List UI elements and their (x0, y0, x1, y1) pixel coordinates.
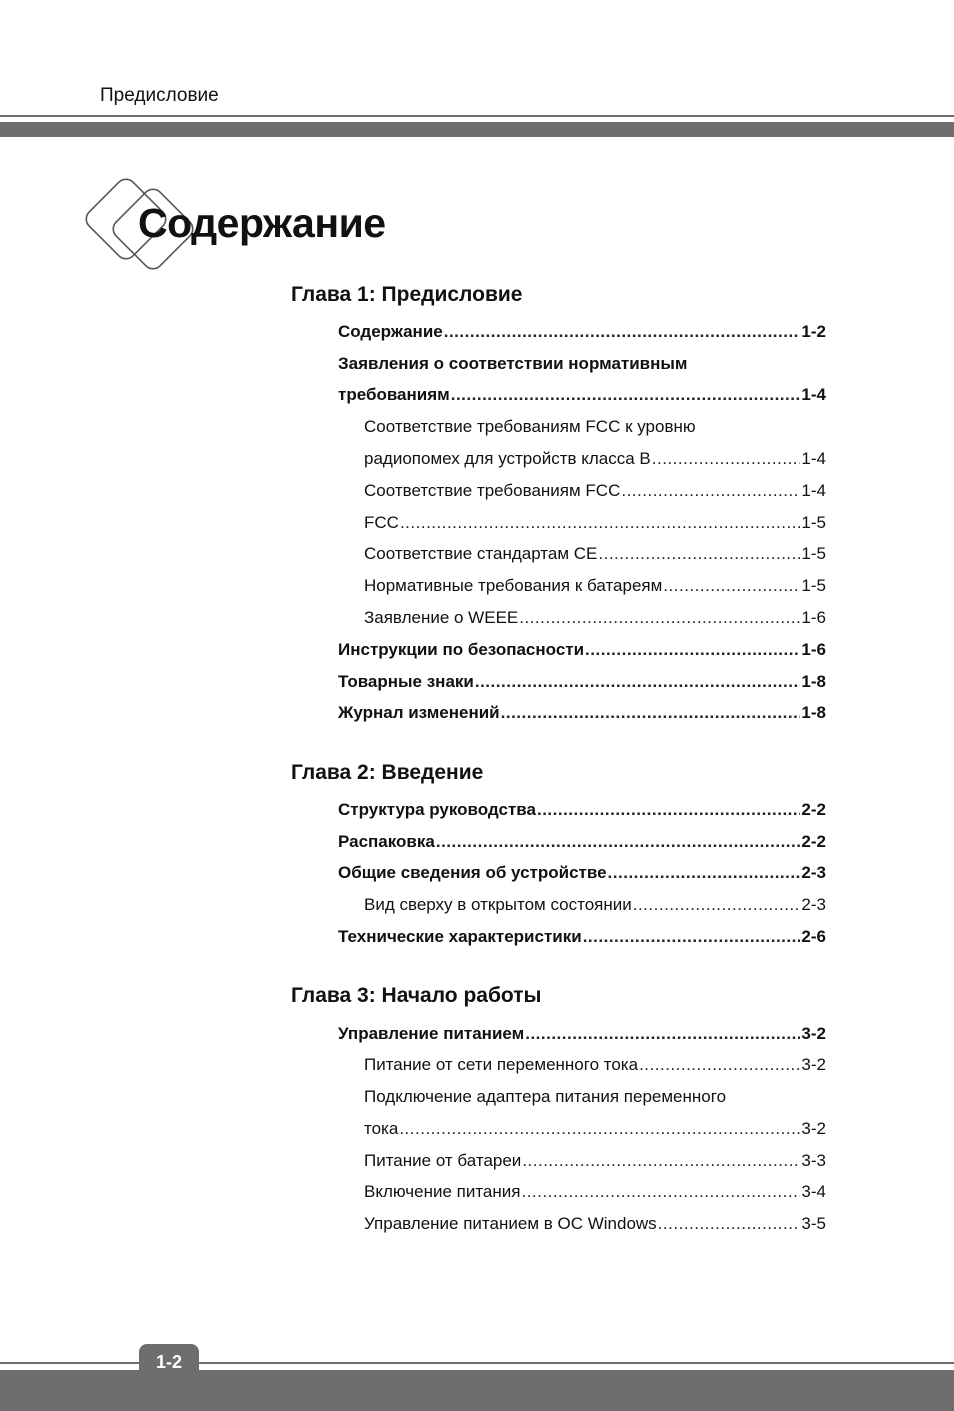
toc-entry-page: 1-6 (801, 608, 826, 627)
toc-entry[interactable] (338, 1023, 826, 1045)
toc-entry[interactable] (364, 448, 826, 470)
toc-entry-page: 1-5 (801, 513, 826, 532)
toc-entry-label: Управление питанием в ОС Windows (364, 1214, 657, 1233)
toc-entry-page: 3-5 (801, 1214, 826, 1233)
toc-entry-label: тока (364, 1119, 399, 1138)
toc-entry-page: 1-4 (801, 449, 826, 468)
toc-entry-page: 2-3 (801, 863, 826, 882)
toc-entry-label: Содержание (338, 322, 443, 341)
toc-entry-page: 1-5 (801, 544, 826, 563)
header-rule-thin (0, 115, 954, 117)
toc-entry-label: FCC (364, 513, 399, 532)
toc-entry[interactable] (364, 480, 826, 502)
toc-entry-label: Питание от батареи (364, 1151, 522, 1170)
toc-entry-page: 2-2 (801, 832, 826, 851)
toc-entry[interactable] (338, 671, 826, 693)
toc-entry-label: Товарные знаки (338, 672, 474, 691)
toc-entry[interactable] (338, 639, 826, 661)
toc-entry[interactable] (364, 1181, 826, 1203)
toc-entry[interactable] (364, 1150, 826, 1172)
toc-entry-label-line1[interactable]: Соответствие требованиям FCC к уровню (364, 417, 696, 436)
toc-entry-page: 1-5 (801, 576, 826, 595)
toc-entry[interactable] (364, 1213, 826, 1235)
toc-entry-label: радиопомех для устройств класса B (364, 449, 651, 468)
toc-entry[interactable] (364, 575, 826, 597)
toc-entry-page: 3-2 (801, 1055, 826, 1074)
toc-entry[interactable] (364, 512, 826, 534)
toc-entry-label: Технические характеристики (338, 927, 582, 946)
toc-entry[interactable] (338, 384, 826, 406)
toc-entry-label: Инструкции по безопасности (338, 640, 585, 659)
toc-entry-page: 1-8 (801, 703, 826, 722)
toc-entry[interactable] (364, 543, 826, 565)
toc-entry-page: 1-6 (801, 640, 826, 659)
toc-entry-label: Включение питания (364, 1182, 521, 1201)
toc-entry[interactable] (364, 607, 826, 629)
chapter-1-title: Глава 1: Предисловие (291, 283, 523, 306)
toc-entry[interactable] (338, 799, 826, 821)
toc-entry-label: Соответствие стандартам CE (364, 544, 598, 563)
header-rule-thick (0, 122, 954, 137)
toc-entry-page: 3-2 (801, 1024, 826, 1043)
toc-entry-page: 3-2 (801, 1119, 826, 1138)
toc-entry-label: Распаковка (338, 832, 435, 851)
toc-entry[interactable] (364, 1118, 826, 1140)
toc-entry-label: Заявление о WEEE (364, 608, 519, 627)
toc-entry-label: Нормативные требования к батареям (364, 576, 663, 595)
toc-entry-page: 2-6 (801, 927, 826, 946)
toc-entry-label: Структура руководства (338, 800, 536, 819)
toc-entry[interactable] (364, 894, 826, 916)
toc-entry-page: 1-8 (801, 672, 826, 691)
toc-entry-label-line1[interactable]: Заявления о соответствии нормативным (338, 354, 688, 373)
toc-entry[interactable] (364, 1054, 826, 1076)
toc-entry-label: Управление питанием (338, 1024, 525, 1043)
toc-entry-label: Общие сведения об устройстве (338, 863, 607, 882)
toc-entry-page: 1-2 (801, 322, 826, 341)
page-title: Содержание (138, 200, 386, 246)
section-label: Предисловие (100, 85, 219, 106)
toc-entry-page: 2-3 (801, 895, 826, 914)
toc-entry[interactable] (338, 926, 826, 948)
toc-entry[interactable] (338, 831, 826, 853)
toc-entry-label: Журнал изменений (338, 703, 500, 722)
toc-entry-page: 2-2 (801, 800, 826, 819)
toc-entry[interactable] (338, 862, 826, 884)
chapter-3-title: Глава 3: Начало работы (291, 984, 542, 1007)
toc-entry[interactable] (338, 321, 826, 343)
toc-entry-label: Соответствие требованиям FCC (364, 481, 621, 500)
chapter-2-title: Глава 2: Введение (291, 761, 484, 784)
toc-entry-label: требованиям (338, 385, 450, 404)
page-number: 1-2 (155, 1352, 182, 1372)
toc-entry[interactable] (338, 702, 826, 724)
toc-entry-page: 1-4 (801, 385, 826, 404)
toc-entry-label: Вид сверху в открытом состоянии (364, 895, 632, 914)
toc-entry-label-line1[interactable]: Подключение адаптера питания переменного (364, 1087, 727, 1106)
toc-entry-label: Питание от сети переменного тока (364, 1055, 639, 1074)
toc-entry-page: 3-3 (801, 1151, 826, 1170)
toc-entry-page: 1-4 (801, 481, 826, 500)
toc-entry-page: 3-4 (801, 1182, 826, 1201)
